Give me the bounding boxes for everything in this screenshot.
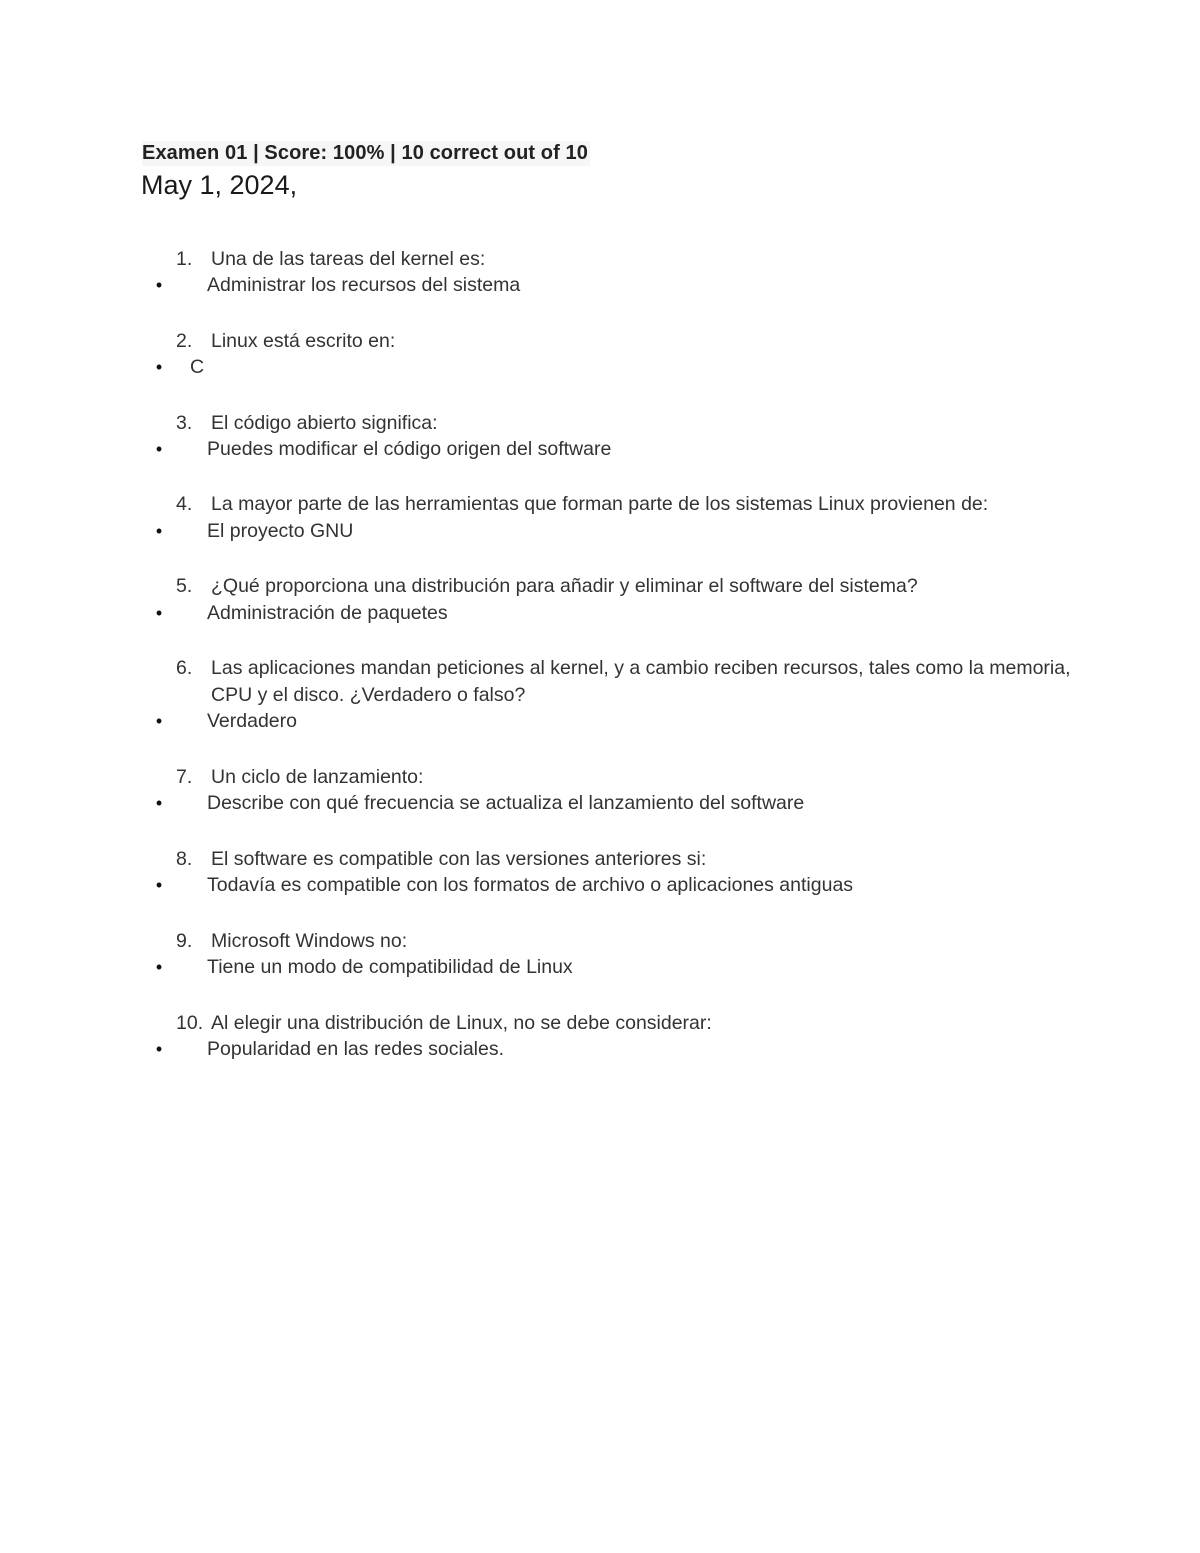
answer-text: Administrar los recursos del sistema xyxy=(207,274,521,296)
bullet-icon: • xyxy=(155,439,163,459)
question-text: Al elegir una distribución de Linux, no se debe considerar: xyxy=(211,1012,712,1034)
answer-text: Tiene un modo de compatibilidad de Linux xyxy=(207,956,573,978)
bullet-icon: • xyxy=(155,603,163,623)
answer-text: C xyxy=(190,356,205,378)
question-item xyxy=(176,1010,1056,1037)
bullet-icon: • xyxy=(155,793,163,813)
bullet-icon: • xyxy=(155,711,163,731)
question-text: ¿Qué proporciona una distribución para añadir y eliminar el software del sistema? xyxy=(211,575,918,597)
question-text: Las aplicaciones mandan peticiones al kernel, y a cambio reciben recursos, tales como la memoria, CPU y el disco. ¿Verdadero o falso? xyxy=(211,657,1071,706)
answer-text: Describe con qué frecuencia se actualiza el lanzamiento del software xyxy=(207,792,805,814)
question-item xyxy=(176,764,1056,791)
question-number: 1. xyxy=(176,248,193,270)
bullet-icon: • xyxy=(155,1039,163,1059)
question-item xyxy=(176,246,1056,273)
question-number: 7. xyxy=(176,766,193,788)
answer-text: Puedes modificar el código origen del software xyxy=(207,438,612,460)
question-number: 4. xyxy=(176,493,193,515)
answer-text: El proyecto GNU xyxy=(207,520,354,542)
exam-date: May 1, 2024, xyxy=(141,170,298,200)
question-number: 8. xyxy=(176,848,193,870)
question-item xyxy=(176,928,1056,955)
answer-text: Todavía es compatible con los formatos de archivo o aplicaciones antiguas xyxy=(207,874,854,896)
question-item xyxy=(176,410,1056,437)
question-text: Microsoft Windows no: xyxy=(211,930,408,952)
bullet-icon: • xyxy=(155,957,163,977)
answer-text: Popularidad en las redes sociales. xyxy=(207,1038,505,1060)
question-text: Linux está escrito en: xyxy=(211,330,396,352)
bullet-icon: • xyxy=(155,275,163,295)
question-number: 10. xyxy=(176,1012,204,1034)
bullet-icon: • xyxy=(155,357,163,377)
answer-text: Administración de paquetes xyxy=(207,602,448,624)
question-number: 5. xyxy=(176,575,193,597)
question-number: 2. xyxy=(176,330,193,352)
question-number: 3. xyxy=(176,412,193,434)
question-number: 9. xyxy=(176,930,193,952)
bullet-icon: • xyxy=(155,521,163,541)
question-item xyxy=(176,491,1056,518)
question-item xyxy=(176,655,1091,709)
answer-text: Verdadero xyxy=(207,710,297,732)
question-item xyxy=(176,328,1056,355)
question-text: Un ciclo de lanzamiento: xyxy=(211,766,424,788)
question-text: La mayor parte de las herramientas que forman parte de los sistemas Linux provienen de: xyxy=(211,493,989,515)
question-item xyxy=(176,573,1056,600)
question-text: El software es compatible con las versiones anteriores si: xyxy=(211,848,707,870)
question-number: 6. xyxy=(176,657,193,679)
question-text: Una de las tareas del kernel es: xyxy=(211,248,486,270)
bullet-icon: • xyxy=(155,875,163,895)
exam-score-header: Examen 01 | Score: 100% | 10 correct out of 10 xyxy=(142,142,588,164)
question-item xyxy=(176,846,1056,873)
question-text: El código abierto significa: xyxy=(211,412,438,434)
